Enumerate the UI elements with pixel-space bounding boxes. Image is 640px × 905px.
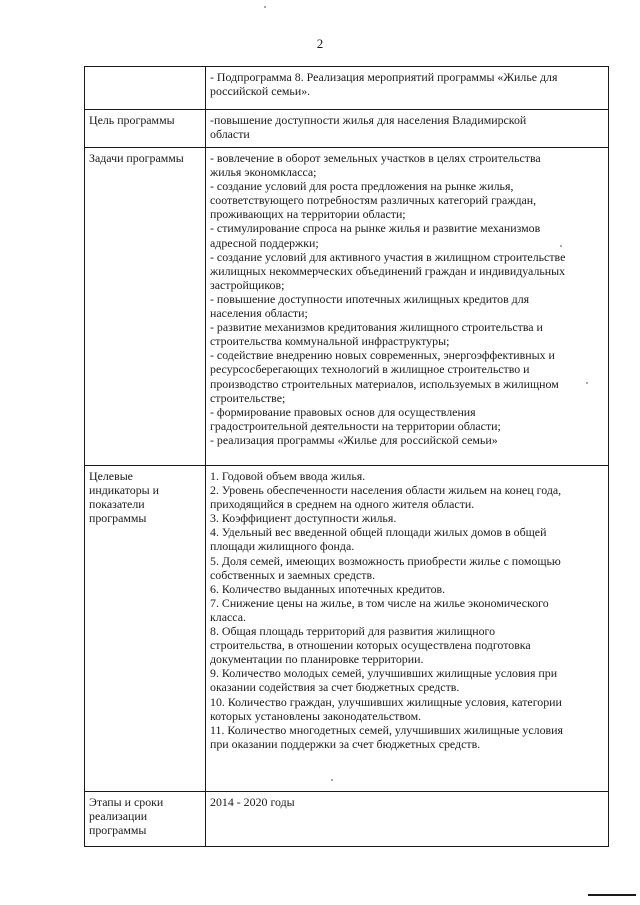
text-line: соответствующего потребностям различных категорий граждан, bbox=[210, 193, 537, 208]
label-cell-tasks: Задачи программы bbox=[85, 148, 206, 466]
bottom-rule bbox=[588, 894, 636, 896]
table-row-subprogram bbox=[85, 67, 609, 110]
text-line: 7. Снижение цены на жилье, в том числе на жилье экономического bbox=[210, 595, 549, 610]
text-line: -повышение доступности жилья для населения Владимирской bbox=[210, 113, 527, 127]
text-line: 2014 - 2020 годы bbox=[210, 795, 295, 809]
text-line: 6. Количество выданных ипотечных кредитов. bbox=[210, 581, 446, 596]
label-line: реализации bbox=[89, 809, 148, 824]
text-line: 11. Количество многодетных семей, улучшивших жилищные условия bbox=[210, 722, 563, 737]
text-line: - стимулирование спроса на рынке жилья и развитие механизмов bbox=[210, 221, 541, 236]
text-line: области bbox=[210, 127, 250, 142]
text-line: 8. Общая площадь территорий для развития жилищного bbox=[210, 624, 496, 639]
text-line: 4. Удельный вес введенной общей площади жилых домов в общей bbox=[210, 525, 547, 540]
text-line: - формирование правовых основ для осуществления bbox=[210, 404, 476, 419]
table-row-tasks bbox=[85, 148, 609, 466]
table-row-stages bbox=[85, 792, 609, 847]
label-line: программы bbox=[89, 823, 147, 838]
text-line: - развитие механизмов кредитования жилищного строительства и bbox=[210, 320, 543, 335]
text-line: которых установлены законодательством. bbox=[210, 708, 422, 723]
text-line: адресной поддержки; bbox=[210, 235, 319, 250]
text-line: строительстве; bbox=[210, 390, 286, 405]
label-line: Этапы и сроки bbox=[89, 795, 164, 809]
label-line: показатели bbox=[89, 497, 145, 512]
text-line: 2. Уровень обеспеченности населения области жильем на конец года, bbox=[210, 483, 562, 498]
text-line: - вовлечение в оборот земельных участков в целях строительства bbox=[210, 151, 541, 165]
label-cell-stages bbox=[85, 792, 206, 847]
text-line: 3. Коэффициент доступности жилья. bbox=[210, 511, 397, 526]
label-line: индикаторы и bbox=[89, 483, 159, 498]
text-line: собственных и заемных средств. bbox=[210, 567, 376, 582]
text-line: - Подпрограмма 8. Реализация мероприятий программы «Жилье для bbox=[210, 70, 558, 84]
text-line: площади жилищного фонда. bbox=[210, 539, 355, 554]
text-line: - реализация программы «Жилье для российской семьи» bbox=[210, 432, 498, 447]
content-cell-indicators bbox=[206, 466, 609, 792]
text-line: класса. bbox=[210, 609, 246, 624]
content-cell-goal bbox=[206, 110, 609, 148]
text-line: - создание условий для активного участия в жилищном строительстве bbox=[210, 249, 566, 264]
text-line: 1. Годовой объем ввода жилья. bbox=[210, 469, 366, 483]
page-number: 2 bbox=[316, 36, 324, 51]
content-cell-stages bbox=[206, 792, 609, 847]
text-line: документации по планировке территории. bbox=[210, 652, 424, 667]
text-line: населения области; bbox=[210, 306, 308, 321]
text-line: приходящийся в среднем на одного жителя области. bbox=[210, 497, 475, 512]
text-line: жилья экономкласса; bbox=[210, 165, 317, 180]
table-row-indicators bbox=[85, 466, 609, 792]
text-line: российской семьи». bbox=[210, 84, 311, 99]
label-line: Целевые bbox=[89, 469, 133, 483]
label-cell-indicators bbox=[85, 466, 206, 792]
text-line: жилищных некоммерческих объединений граждан и индивидуальных bbox=[210, 263, 566, 278]
text-line: - содействие внедрению новых современных, энергоэффективных и bbox=[210, 348, 555, 363]
text-line: 9. Количество молодых семей, улучшивших жилищные условия при bbox=[210, 666, 558, 681]
scan-speck bbox=[264, 6, 266, 8]
text-line: производство строительных материалов, используемых в жилищном bbox=[210, 376, 559, 391]
text-line: застройщиков; bbox=[210, 277, 285, 292]
text-line: 10. Количество граждан, улучшивших жилищные условия, категории bbox=[210, 694, 562, 709]
text-line: оказании содействия за счет бюджетных средств. bbox=[210, 680, 460, 695]
table-row-goal bbox=[85, 110, 609, 148]
program-passport-table bbox=[84, 66, 609, 847]
text-line: строительства коммунальной инфраструктуры; bbox=[210, 334, 450, 349]
text-line: ресурсосберегающих технологий в жилищное строительство и bbox=[210, 362, 530, 377]
content-cell-subprogram bbox=[206, 67, 609, 110]
text-line: градостроительной деятельности на территории области; bbox=[210, 418, 501, 433]
label-cell-subprogram bbox=[85, 67, 206, 110]
text-line: строительства, в отношении которых осуществлена подготовка bbox=[210, 638, 531, 653]
text-line: проживающих на территории области; bbox=[210, 207, 406, 222]
text-line: 5. Доля семей, имеющих возможность приобрести жилье с помощью bbox=[210, 553, 561, 568]
content-cell-tasks bbox=[206, 148, 609, 466]
label-cell-goal: Цель программы bbox=[85, 110, 206, 148]
text-line: при оказании поддержки за счет бюджетных средств. bbox=[210, 736, 481, 751]
text-line: - повышение доступности ипотечных жилищных кредитов для bbox=[210, 291, 530, 306]
text-line: - создание условий для роста предложения на рынке жилья, bbox=[210, 179, 514, 194]
label-line: программы bbox=[89, 511, 147, 526]
